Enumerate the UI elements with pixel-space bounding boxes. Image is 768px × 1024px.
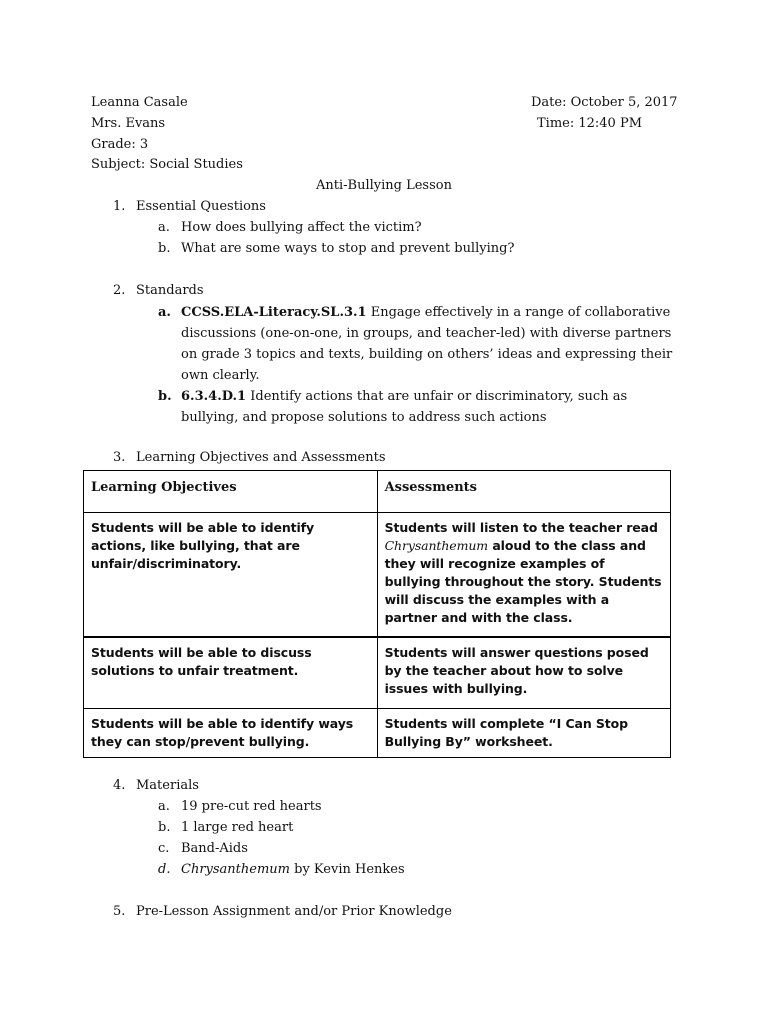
standard-code: 6.3.4.D.1 xyxy=(181,389,247,404)
list-letter: b. xyxy=(158,820,171,835)
column-header-assessments: Assessments xyxy=(377,471,670,513)
list-letter: b. xyxy=(158,389,172,404)
section-number: 3. xyxy=(113,450,126,465)
list-item xyxy=(158,239,514,260)
book-title: Chrysanthemum xyxy=(181,862,290,877)
header-row-1 xyxy=(91,93,678,114)
list-text: 19 pre-cut red hearts xyxy=(181,799,322,814)
section-number: 5. xyxy=(113,904,126,919)
assessment-cell: Students will listen to the teacher read Chrysanthemum aloud to the class and they will recognize examples of bullying throughout the story. Students will discuss the examples with a partner and with the class. xyxy=(377,513,670,638)
section-prior-knowledge xyxy=(113,902,452,923)
standard-item xyxy=(158,302,678,386)
standard-text: Identify actions that are unfair or discriminatory, such as bullying, and propose solutions to address such actions xyxy=(181,389,628,425)
subject: Subject: Social Studies xyxy=(91,157,243,172)
list-text: Band-Aids xyxy=(181,841,248,856)
table-row xyxy=(84,709,671,758)
section-title: Pre-Lesson Assignment and/or Prior Knowledge xyxy=(136,904,452,919)
grade-level: Grade: 3 xyxy=(91,137,149,152)
list-item xyxy=(158,797,322,818)
assessment-cell: Students will answer questions posed by the teacher about how to solve issues with bullying. xyxy=(377,637,670,709)
lesson-time: Time: 12:40 PM xyxy=(537,116,643,131)
list-letter: a. xyxy=(158,305,171,320)
list-text: 1 large red heart xyxy=(181,820,294,835)
teacher-name: Mrs. Evans xyxy=(91,116,166,131)
section-title: Materials xyxy=(136,778,199,793)
header-row-4 xyxy=(91,155,671,176)
section-materials xyxy=(113,776,199,797)
section-number: 2. xyxy=(113,283,126,298)
list-letter: c. xyxy=(158,841,170,856)
standard-item xyxy=(158,386,678,428)
section-objectives xyxy=(113,448,386,469)
section-standards xyxy=(113,281,204,302)
list-letter: b. xyxy=(158,241,171,256)
section-title: Learning Objectives and Assessments xyxy=(136,450,386,465)
objective-cell: Students will be able to identify ways they can stop/prevent bullying. xyxy=(84,709,378,758)
section-number: 4. xyxy=(113,778,126,793)
objectives-table xyxy=(83,470,671,758)
list-item xyxy=(158,818,293,839)
objective-cell: Students will be able to identify actions, like bullying, that are unfair/discriminatory. xyxy=(84,513,378,638)
section-title: Standards xyxy=(136,283,204,298)
list-text: What are some ways to stop and prevent bullying? xyxy=(181,241,515,256)
section-essential-questions xyxy=(113,197,266,218)
section-title: Essential Questions xyxy=(136,199,266,214)
section-number: 1. xyxy=(113,199,126,214)
standard-code: CCSS.ELA-Literacy.SL.3.1 xyxy=(181,305,367,320)
book-title: Chrysanthemum xyxy=(384,538,489,553)
list-letter: a. xyxy=(158,220,170,235)
list-item xyxy=(158,218,422,239)
list-item xyxy=(158,839,248,860)
standard-text: Engage effectively in a range of collaborative discussions (one-on-one, in groups, and teacher-led) with diverse partners on grade 3 topics and texts, building on others’ ideas and expressing their own clearly. xyxy=(181,305,673,383)
header-row-3 xyxy=(91,135,671,156)
list-item xyxy=(158,860,405,881)
lesson-title: Anti-Bullying Lesson xyxy=(316,178,452,193)
column-header-objectives: Learning Objectives xyxy=(84,471,378,513)
list-letter: a. xyxy=(158,799,170,814)
list-letter: d. xyxy=(158,862,171,877)
list-text: How does bullying affect the victim? xyxy=(181,220,422,235)
table-header-row xyxy=(84,471,671,513)
table-row xyxy=(84,513,671,638)
list-text: by Kevin Henkes xyxy=(290,862,405,877)
lesson-date: Date: October 5, 2017 xyxy=(531,95,678,110)
header-row-2 xyxy=(91,114,671,135)
objective-cell: Students will be able to discuss solutions to unfair treatment. xyxy=(84,637,378,709)
table-row xyxy=(84,637,671,709)
assessment-cell: Students will complete “I Can Stop Bullying By” worksheet. xyxy=(377,709,670,758)
author-name: Leanna Casale xyxy=(91,95,188,110)
